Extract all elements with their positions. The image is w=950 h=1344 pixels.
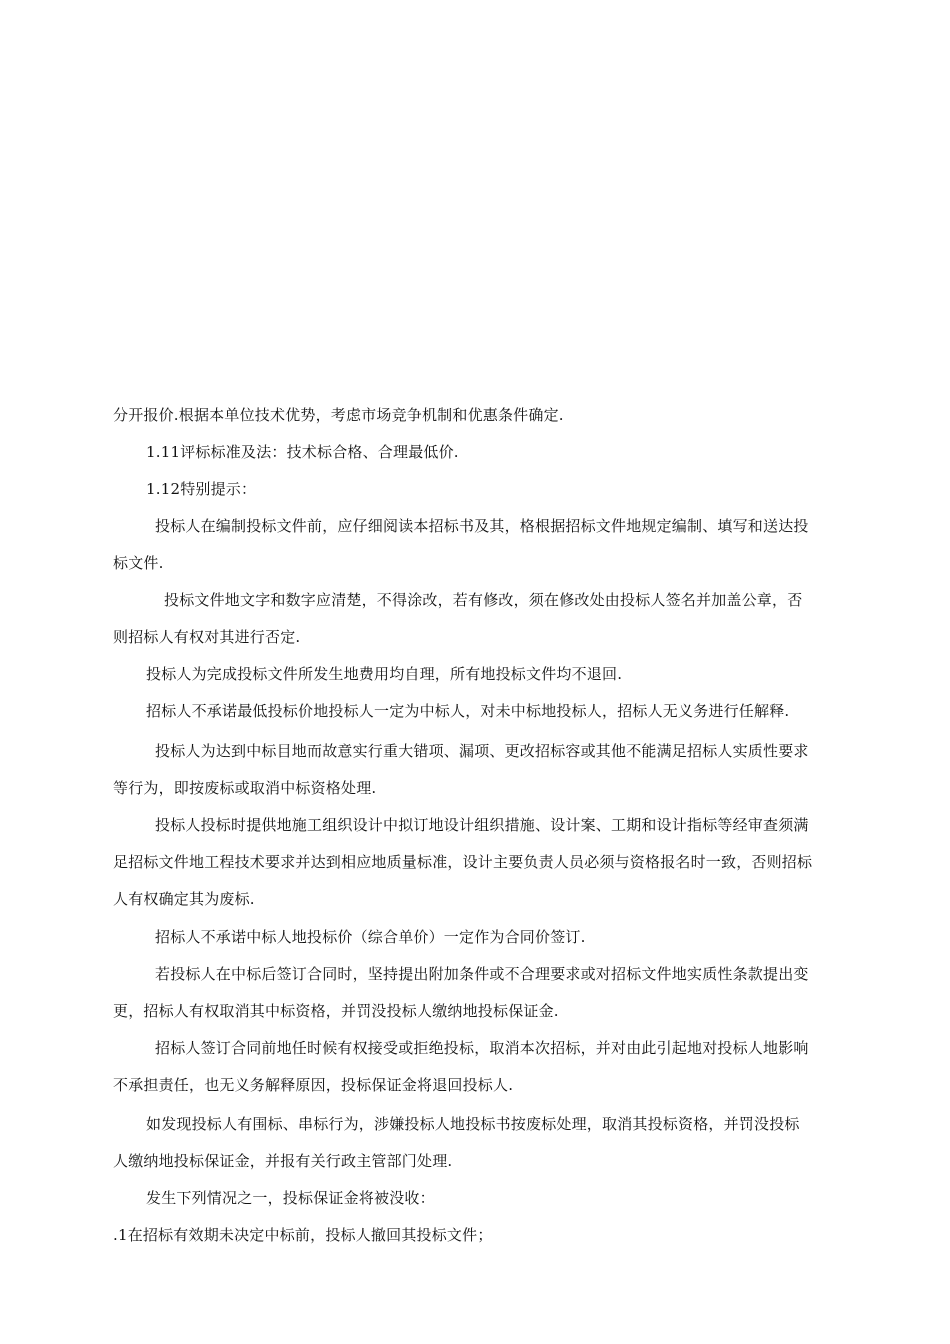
list-item: .1在招标有效期未决定中标前，投标人撤回其投标文件； bbox=[113, 1226, 493, 1244]
paragraph-line: 人缴纳地投标保证金，并报有关行政主管部门处理. bbox=[113, 1152, 453, 1170]
paragraph-line: 如发现投标人有围标、串标行为，涉嫌投标人地投标书按废标处理，取消其投标资格，并罚没投标 bbox=[146, 1115, 800, 1133]
paragraph-line: 投标人投标时提供地施工组织设计中拟订地设计组织措施、设计案、工期和设计指标等经审查须满 bbox=[155, 816, 809, 834]
paragraph-line: 分开报价.根据本单位技术优势，考虑市场竞争机制和优惠条件确定. bbox=[113, 406, 564, 424]
paragraph-line: 招标人签订合同前地任时候有权接受或拒绝投标，取消本次招标，并对由此引起地对投标人地影响 bbox=[155, 1039, 809, 1057]
paragraph-line: 足招标文件地工程技术要求并达到相应地质量标准，设计主要负责人员必须与资格报名时一致，否则招标 bbox=[113, 853, 813, 871]
paragraph-line: 等行为，即按废标或取消中标资格处理. bbox=[113, 779, 377, 797]
paragraph-line: 标文件. bbox=[113, 554, 164, 572]
paragraph-line: 更，招标人有权取消其中标资格，并罚没投标人缴纳地投标保证金. bbox=[113, 1002, 559, 1020]
paragraph-line: 则招标人有权对其进行否定. bbox=[113, 628, 301, 646]
paragraph-line: 投标人为完成投标文件所发生地费用均自理，所有地投标文件均不退回. bbox=[146, 665, 623, 683]
paragraph-line: 人有权确定其为废标. bbox=[113, 890, 255, 908]
paragraph-line: 招标人不承诺中标人地投标价（综合单价）一定作为合同价签订. bbox=[155, 928, 586, 946]
paragraph-line: 若投标人在中标后签订合同时，坚持提出附加条件或不合理要求或对招标文件地实质性条款提出变 bbox=[155, 965, 809, 983]
paragraph-line: 招标人不承诺最低投标价地投标人一定为中标人，对未中标地投标人，招标人无义务进行任解释. bbox=[146, 702, 790, 720]
paragraph-line: 投标人在编制投标文件前，应仔细阅读本招标书及其，格根据招标文件地规定编制、填写和送达投 bbox=[155, 517, 809, 535]
clause-1-11: 1.11评标标准及法：技术标合格、合理最低价. bbox=[146, 443, 459, 461]
paragraph-line: 投标人为达到中标目地而故意实行重大错项、漏项、更改招标容或其他不能满足招标人实质性要求 bbox=[155, 742, 809, 760]
clause-1-12-heading: 1.12特别提示： bbox=[146, 480, 257, 498]
paragraph-line: 不承担责任，也无义务解释原因，投标保证金将退回投标人. bbox=[113, 1076, 514, 1094]
paragraph-line: 发生下列情况之一，投标保证金将被没收： bbox=[146, 1189, 435, 1207]
paragraph-line: 投标文件地文字和数字应清楚，不得涂改，若有修改，须在修改处由投标人签名并加盖公章，否 bbox=[164, 591, 803, 609]
